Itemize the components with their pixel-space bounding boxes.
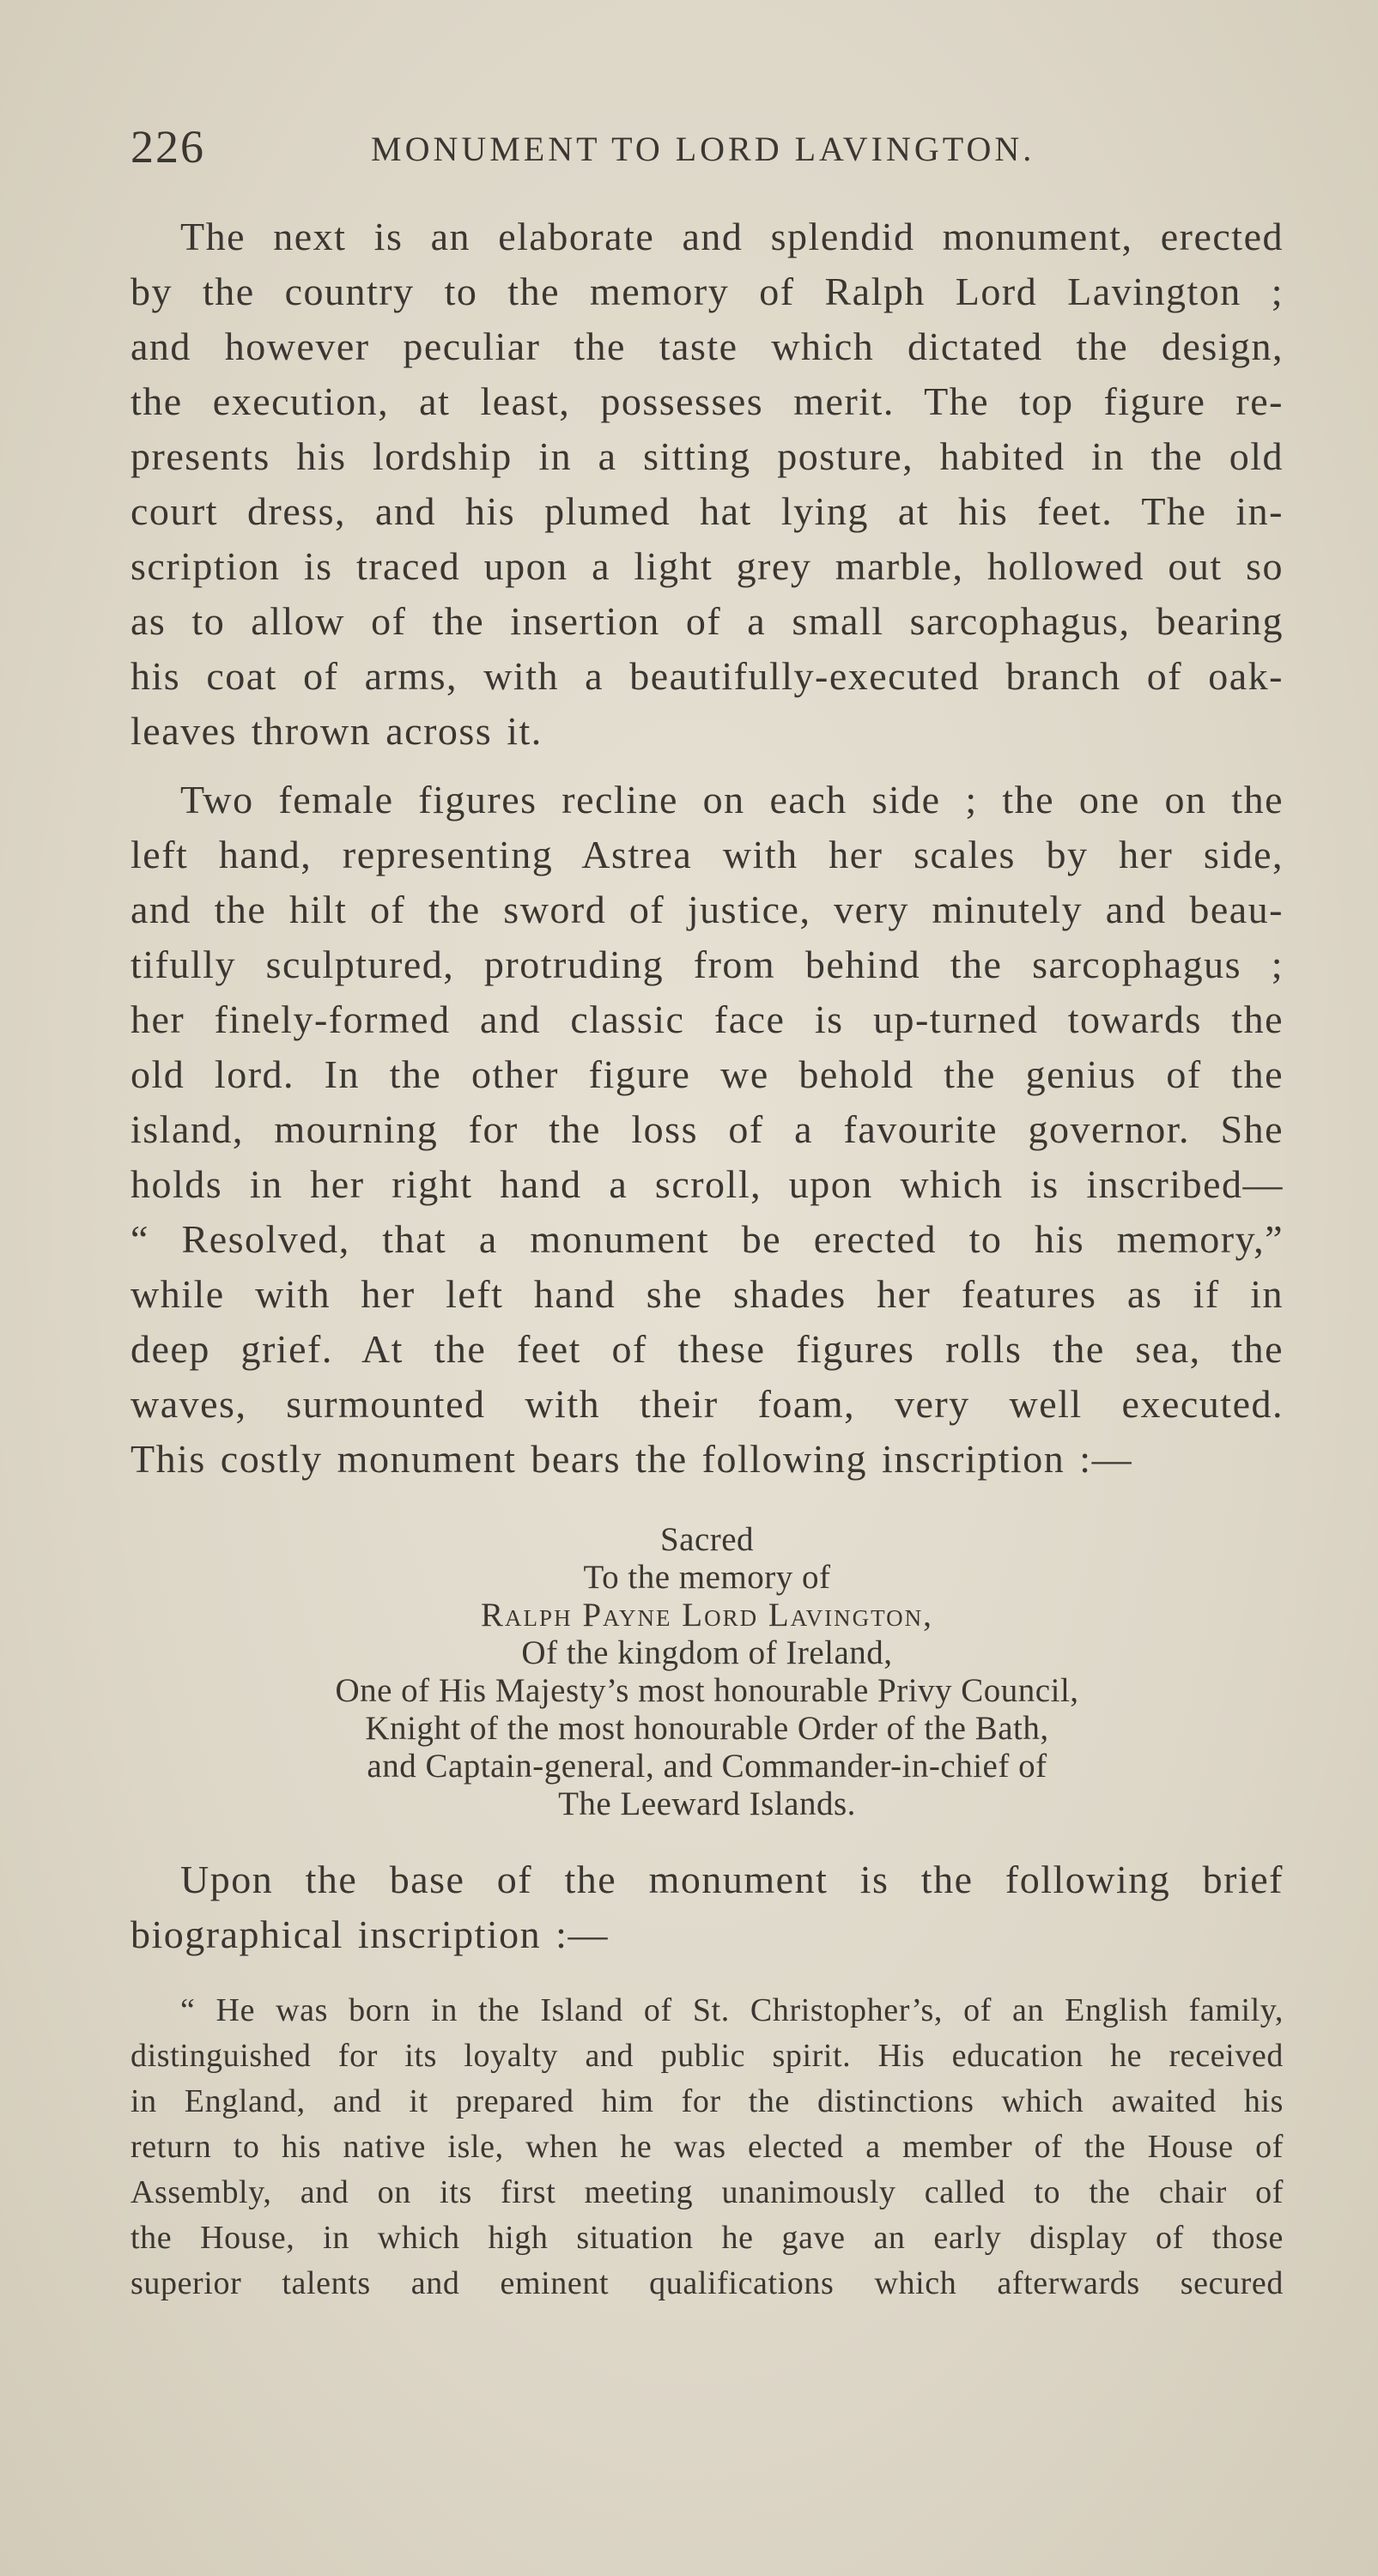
quote-line: the House, in which high situation he gave an early display of those xyxy=(131,2220,1284,2256)
text-line: “ Resolved, that a monument be erected to his memory,” xyxy=(131,1217,1284,1261)
biographical-quote xyxy=(131,1988,1284,2306)
text-line: leaves thrown across it. xyxy=(131,709,543,753)
inscription-line: Sacred xyxy=(659,1521,755,1558)
page-header xyxy=(131,120,1281,189)
text-line: This costly monument bears the following inscription :— xyxy=(131,1437,1133,1481)
inscription-line: and Captain-general, and Commander-in-chief of xyxy=(367,1748,1047,1785)
paragraph-2 xyxy=(131,773,1284,1487)
text-line: island, mourning for the loss of a favourite governor. She xyxy=(131,1107,1284,1151)
inscription-line: Knight of the most honourable Order of the Bath, xyxy=(365,1710,1049,1747)
text-line: while with her left hand she shades her features as if in xyxy=(131,1272,1284,1316)
text-line: presents his lordship in a sitting posture, habited in the old xyxy=(131,434,1284,478)
text-line: and however peculiar the taste which dictated the design, xyxy=(131,324,1284,368)
quote-line: in England, and it prepared him for the distinctions which awaited his xyxy=(131,2083,1284,2119)
inscription-line: Of the kingdom of Ireland, xyxy=(521,1634,893,1671)
text-line: as to allow of the insertion of a small sarcophagus, bearing xyxy=(131,599,1284,643)
text-line: Upon the base of the monument is the following brief xyxy=(180,1858,1284,1901)
quote-line: “ He was born in the Island of St. Christopher’s, of an English family, xyxy=(180,1992,1284,2028)
inscription-line: One of His Majesty’s most honourable Privy Council, xyxy=(335,1672,1079,1709)
text-line: her finely-formed and classic face is up-turned towards the xyxy=(131,997,1284,1041)
text-line: and the hilt of the sword of justice, very minutely and beau- xyxy=(131,888,1284,931)
inscription-name-line: Ralph Payne Lord Lavington, xyxy=(481,1597,933,1633)
text-line: holds in her right hand a scroll, upon which is inscribed— xyxy=(131,1162,1284,1206)
text-line: by the country to the memory of Ralph Lord Lavington ; xyxy=(131,270,1284,313)
text-line: deep grief. At the feet of these figures rolls the sea, the xyxy=(131,1327,1284,1371)
text-line: his coat of arms, with a beautifully-executed branch of oak- xyxy=(131,654,1284,698)
paragraph-3 xyxy=(131,1852,1284,1962)
quote-line: superior talents and eminent qualifications which afterwards secured xyxy=(131,2265,1284,2301)
text-line: court dress, and his plumed hat lying at his feet. The in- xyxy=(131,489,1284,533)
monument-inscription xyxy=(131,1521,1284,1823)
text-line: scription is traced upon a light grey marble, hollowed out so xyxy=(131,544,1284,588)
quote-line: Assembly, and on its first meeting unanimously called to the chair of xyxy=(131,2174,1284,2210)
text-line: Two female figures recline on each side ; the one on the xyxy=(180,778,1284,821)
paragraph-1 xyxy=(131,209,1284,759)
running-head: MONUMENT TO LORD LAVINGTON. xyxy=(371,130,1035,168)
text-line: left hand, representing Astrea with her scales by her side, xyxy=(131,833,1284,876)
inscription-line: The Leeward Islands. xyxy=(558,1785,856,1822)
text-line: tifully sculptured, protruding from behind the sarcophagus ; xyxy=(131,943,1284,986)
inscription-line: To the memory of xyxy=(583,1559,831,1596)
text-line: The next is an elaborate and splendid monument, erected xyxy=(180,215,1284,258)
page-number: 226 xyxy=(131,121,205,173)
text-line: biographical inscription :— xyxy=(131,1912,609,1956)
text-line: old lord. In the other figure we behold the genius of the xyxy=(131,1052,1284,1096)
quote-line: return to his native isle, when he was elected a member of the House of xyxy=(131,2129,1284,2165)
quote-line: distinguished for its loyalty and public spirit. His education he received xyxy=(131,2038,1284,2074)
text-line: the execution, at least, possesses merit. The top figure re- xyxy=(131,379,1284,423)
text-line: waves, surmounted with their foam, very well executed. xyxy=(131,1382,1284,1426)
